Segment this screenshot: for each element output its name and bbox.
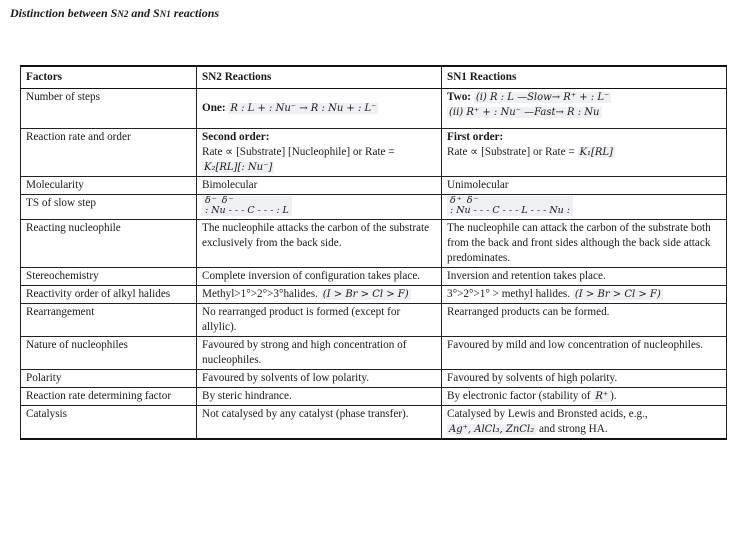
table-header-row — [21, 66, 727, 89]
sn1-step-label: Two: — [447, 91, 472, 103]
sn1-ts-charges: δ⁺ δ⁻ — [450, 195, 480, 206]
sn1-step-equation-1: (i) R : L —Slow→ R⁺ + : L⁻ — [475, 92, 610, 103]
table-row — [21, 177, 727, 195]
sn1-catalysis-text: Catalysed by Lewis and Bronsted acids, e.g., — [447, 408, 648, 420]
sn2-reactivity-text: Methyl>1°>2°>3°halides. — [202, 288, 318, 300]
sn1-catalysis-tail: and strong HA. — [538, 423, 608, 435]
sn1-cell: Rearranged products can be formed. — [442, 304, 727, 337]
sn1-cell: Unimolecular — [442, 177, 727, 195]
sn1-cell — [442, 406, 727, 440]
sn1-cell: Favoured by mild and low concentration of nucleophiles. — [442, 337, 727, 370]
factor-cell: Reacting nucleophile — [21, 220, 197, 268]
sn1-cell — [442, 286, 727, 304]
sn2-rate-text: Rate ∝ [Substrate] [Nucleophile] or Rate = — [202, 146, 395, 158]
sn2-step-label: One: — [202, 102, 226, 114]
sn1-cell — [442, 89, 727, 129]
table-row — [21, 406, 727, 440]
factor-cell: Nature of nucleophiles — [21, 337, 197, 370]
table-row — [21, 304, 727, 337]
table-row — [21, 370, 727, 388]
table-row — [21, 129, 727, 177]
table-row — [21, 388, 727, 406]
comparison-table — [20, 65, 727, 440]
table-row — [21, 268, 727, 286]
sn2-cell: Not catalysed by any catalyst (phase transfer). — [197, 406, 442, 440]
factor-cell: Catalysis — [21, 406, 197, 440]
sn1-cell: Inversion and retention takes place. — [442, 268, 727, 286]
sn1-cell — [442, 388, 727, 406]
sn1-cell — [442, 195, 727, 220]
factor-cell: Reactivity order of alkyl halides — [21, 286, 197, 304]
sn1-step-equation-2: (ii) R⁺ + : Nu⁻ —Fast→ R : Nu — [449, 107, 600, 118]
sn1-rate-equation: K₁[RL] — [579, 147, 613, 158]
sn2-cell: Favoured by strong and high concentration of nucleophiles. — [197, 337, 442, 370]
sn1-ts-structure: : Nu - - - C - - - L - - - Nu : — [450, 205, 571, 216]
sn1-factor-close: ). — [610, 390, 617, 402]
sn1-catalysts: Ag⁺, AlCl₃, ZnCl₂ — [449, 424, 535, 435]
sn2-cell: Favoured by solvents of low polarity. — [197, 370, 442, 388]
table-row — [21, 337, 727, 370]
factor-cell: Reaction rate determining factor — [21, 388, 197, 406]
factor-cell: Number of steps — [21, 89, 197, 129]
sn2-cell: No rearranged product is formed (except for allylic). — [197, 304, 442, 337]
sn2-cell — [197, 195, 442, 220]
sn1-halogen-order: (I > Br > Cl > F) — [574, 289, 661, 300]
factor-cell: Rearrangement — [21, 304, 197, 337]
factor-cell: Reaction rate and order — [21, 129, 197, 177]
header-sn1: SN1 Reactions — [442, 66, 727, 89]
sn2-cell — [197, 129, 442, 177]
table-row — [21, 195, 727, 220]
sn1-carbocation: R⁺ — [595, 391, 609, 402]
table-row — [21, 220, 727, 268]
sn2-transition-state — [202, 196, 292, 216]
sn1-factor-text: By electronic factor (stability of — [447, 390, 591, 402]
table-row — [21, 89, 727, 129]
sn2-ts-structure: : Nu - - - C - - - : L — [205, 205, 289, 216]
table-row — [21, 286, 727, 304]
sn2-order-title: Second order: — [202, 131, 270, 143]
sn1-cell: Favoured by solvents of high polarity. — [442, 370, 727, 388]
factor-cell: Stereochemistry — [21, 268, 197, 286]
sn1-cell — [442, 129, 727, 177]
factor-cell: Molecularity — [21, 177, 197, 195]
sn1-order-title: First order: — [447, 131, 504, 143]
document-title: Distinction between SN2 and SN1 reactions — [10, 6, 220, 20]
sn2-cell: By steric hindrance. — [197, 388, 442, 406]
factor-cell: TS of slow step — [21, 195, 197, 220]
factor-cell: Polarity — [21, 370, 197, 388]
sn2-ts-charges: δ⁻ δ⁻ — [205, 195, 235, 206]
sn2-cell — [197, 89, 442, 129]
sn2-rate-equation: K₂[RL][: Nu⁻] — [204, 162, 273, 173]
sn2-cell: Complete inversion of configuration takes place. — [197, 268, 442, 286]
sn1-transition-state — [447, 196, 573, 216]
sn2-cell — [197, 286, 442, 304]
sn1-rate-text: Rate ∝ [Substrate] or Rate = — [447, 146, 575, 158]
sn2-cell: The nucleophile attacks the carbon of the substrate exclusively from the back side. — [197, 220, 442, 268]
sn1-reactivity-text: 3°>2°>1° > methyl halides. — [447, 288, 571, 300]
sn2-step-equation: R : L + : Nu⁻ → R : Nu + : L⁻ — [230, 103, 377, 114]
sn1-cell: The nucleophile can attack the carbon of the substrate both from the back and front sides although the back side attack predominates. — [442, 220, 727, 268]
sn2-halogen-order: (I > Br > Cl > F) — [322, 289, 409, 300]
header-factors: Factors — [21, 66, 197, 89]
header-sn2: SN2 Reactions — [197, 66, 442, 89]
sn2-cell: Bimolecular — [197, 177, 442, 195]
